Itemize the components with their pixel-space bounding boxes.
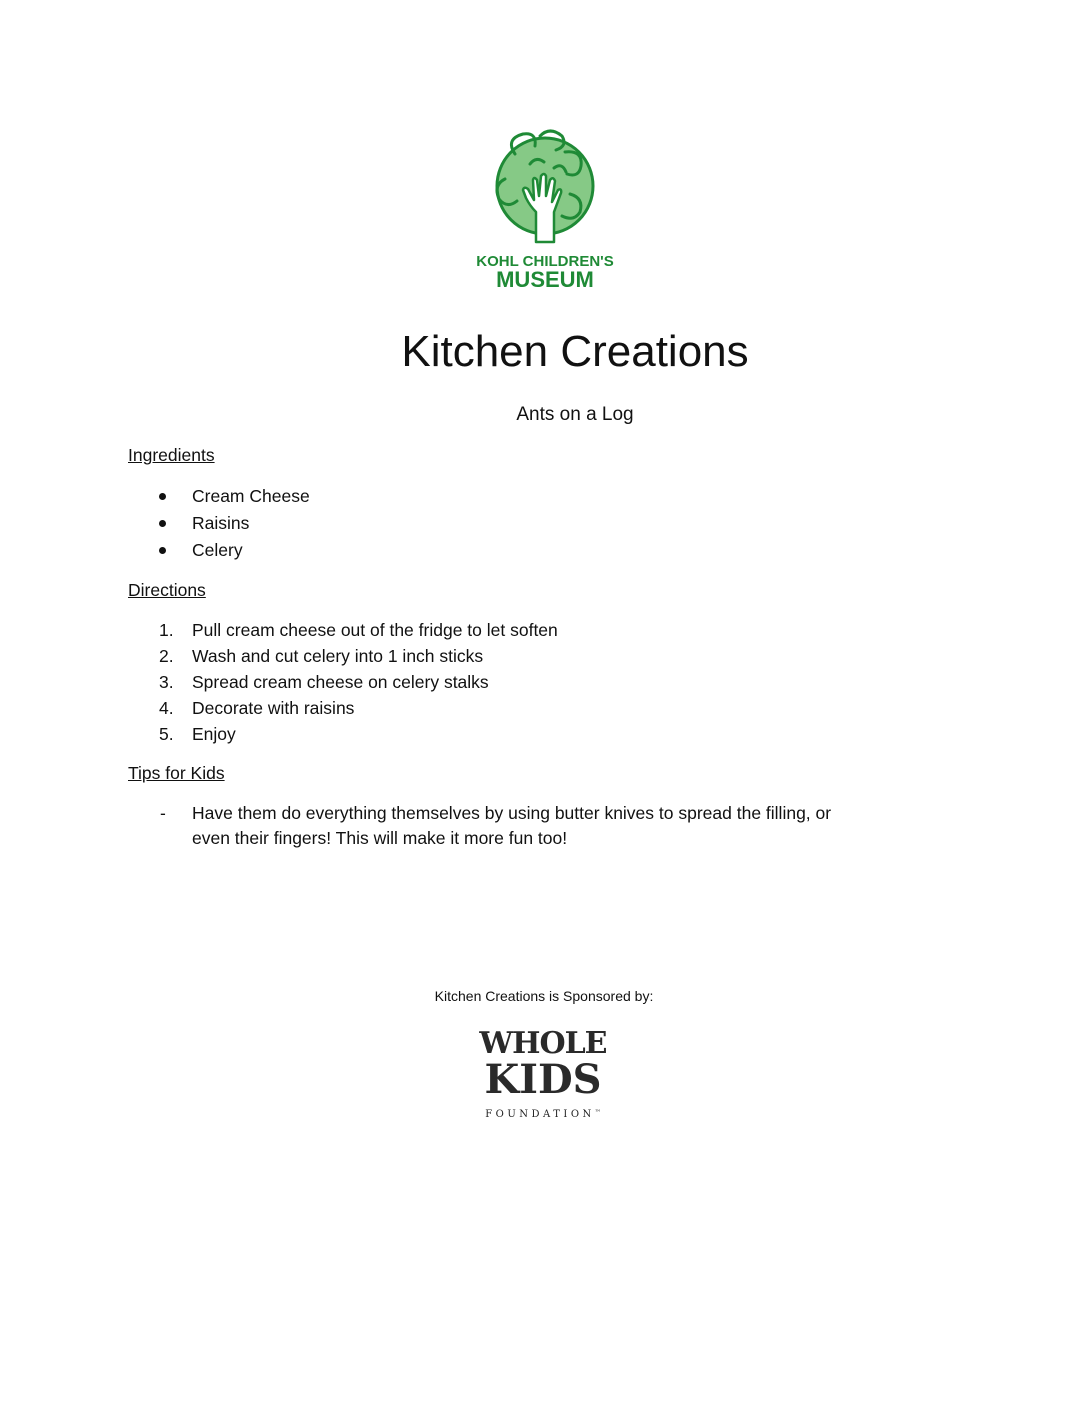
logo-line2: MUSEUM	[496, 267, 594, 292]
tips-list	[0, 801, 1088, 851]
tips-heading: Tips for Kids	[128, 763, 225, 783]
list-item: 1. Pull cream cheese out of the fridge to let soften	[159, 620, 558, 640]
list-item: 2. Wash and cut celery into 1 inch sticks	[159, 646, 484, 666]
list-item: Cream Cheese	[0, 484, 1088, 511]
bullet-icon	[159, 547, 166, 554]
list-item: 5. Enjoy	[159, 724, 236, 744]
kohl-childrens-museum-logo	[470, 124, 620, 296]
logo-line1: KOHL CHILDREN'S	[476, 253, 614, 270]
bullet-icon	[159, 493, 166, 500]
list-item: 4. Decorate with raisins	[159, 698, 355, 718]
recipe-name: Ants on a Log	[516, 404, 634, 425]
kohl-childrens-museum-tree-hand-icon	[470, 124, 620, 296]
list-item: Celery	[0, 538, 1088, 565]
sponsor-text: Kitchen Creations is Sponsored by:	[434, 988, 654, 1004]
list-item: Raisins	[0, 511, 1088, 538]
ingredients-heading: Ingredients	[128, 445, 215, 465]
page-title: Kitchen Creations	[401, 327, 749, 376]
list-item: 3. Spread cream cheese on celery stalks	[159, 672, 489, 692]
logo-word-foundation: FOUNDATION™	[485, 1109, 601, 1120]
whole-kids-foundation-logo	[478, 1020, 608, 1128]
list-item: - Have them do everything themselves by using butter knives to spread the filling, or even their fingers! This will make it more fun too!	[160, 803, 832, 848]
logo-word-kids: KIDS	[484, 1056, 602, 1103]
bullet-icon	[159, 520, 166, 527]
directions-list	[0, 618, 1088, 748]
directions-heading: Directions	[128, 580, 206, 600]
logo-word-whole: WHOLE	[479, 1026, 607, 1061]
ingredients-list	[0, 484, 1088, 565]
